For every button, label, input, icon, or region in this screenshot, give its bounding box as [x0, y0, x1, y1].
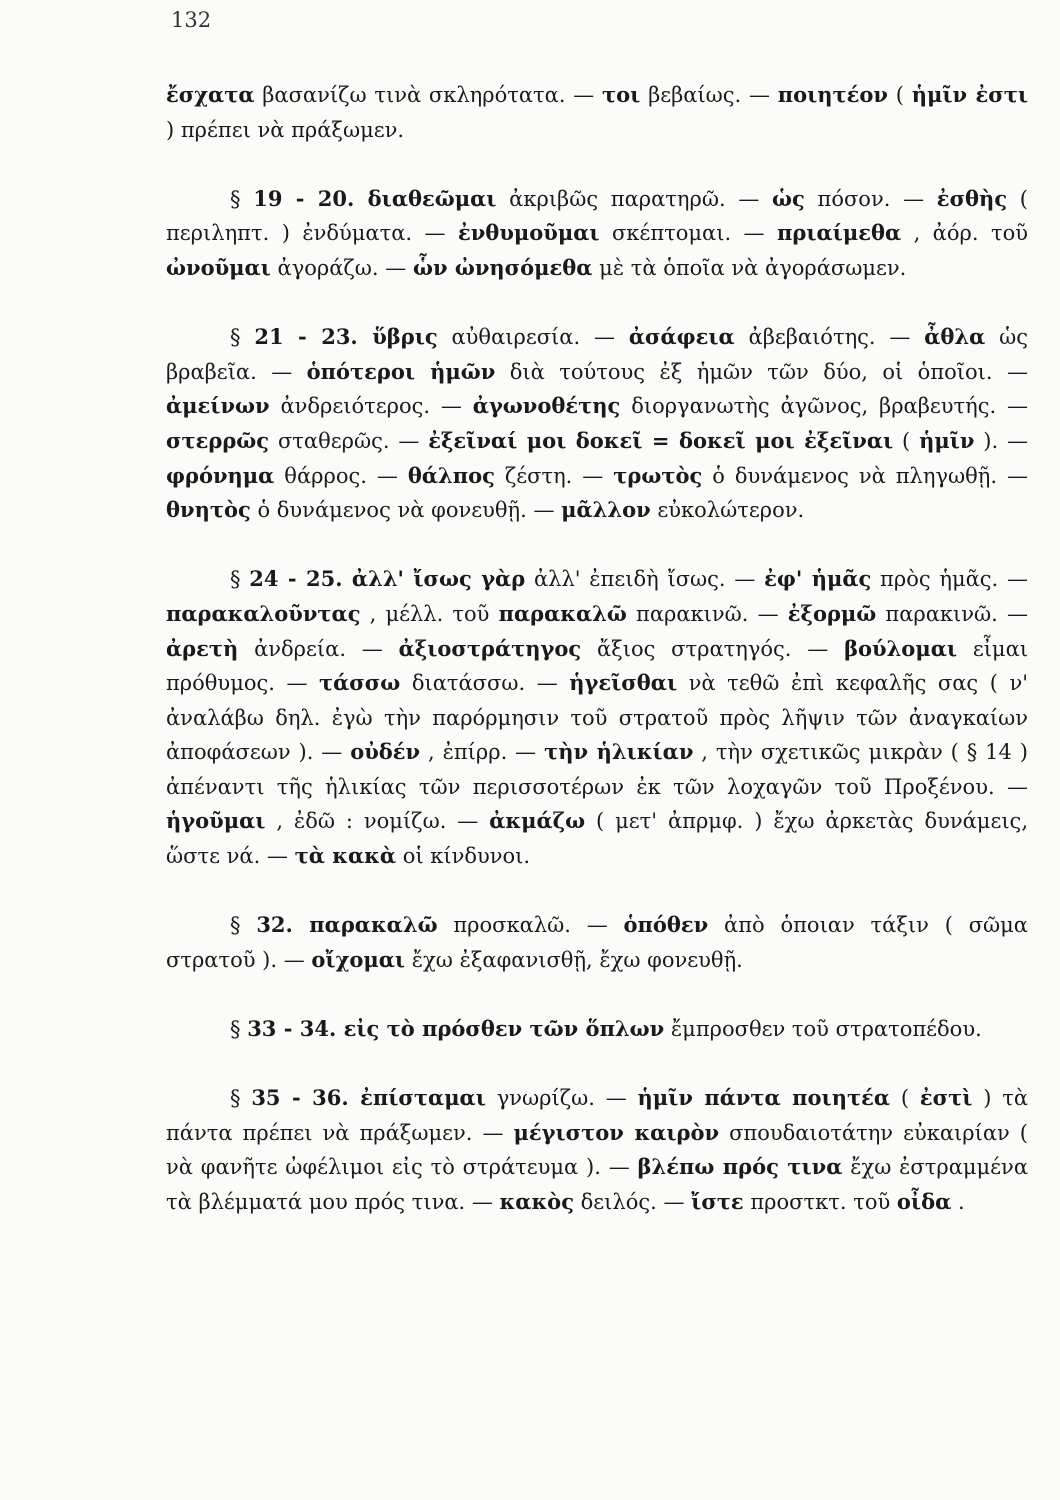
glossary-text [166, 78, 1028, 1254]
headword: ἀρετὴ [166, 635, 239, 661]
definition-text: ἔχω ἐστραμμένα τὰ βλέμματά μου πρός τινα. — [166, 1155, 1029, 1214]
headword: ἡγεῖσθαι [569, 670, 678, 696]
definition-text: ) πρέπει νὰ πράξωμεν. [166, 117, 405, 142]
definition-text: , ἀόρ. τοῦ [901, 221, 1028, 246]
headword: οἶδα [896, 1189, 952, 1214]
headword: ἐφ' ἡμᾶς [764, 566, 872, 592]
definition-text: μὲ τὰ ὁποῖα νὰ ἀγοράσωμεν. [592, 255, 907, 280]
definition-text: ὁ δυνάμενος νὰ φονευθῇ. — [250, 498, 562, 523]
headword: ἐνθυμοῦμαι [457, 220, 600, 246]
glossary-paragraph [166, 1081, 1028, 1219]
definition-text: ὁ δυνάμενος νὰ πληγωθῇ. — [702, 463, 1028, 488]
definition-text: θάρρος. — [274, 463, 408, 488]
definition-text: πρὸς ἡμᾶς. — [871, 567, 1028, 592]
definition-text: ἀνδρειότερος. — [269, 394, 473, 419]
definition-text: ( μετ' ἀπρμφ. ) ἔχω ἀρκετὰς δυνάμεις, ὥστε νά. — [166, 809, 1028, 869]
headword: 35 - 36. ἐπίσταμαι [251, 1085, 486, 1111]
definition-text: ἄξιος στρατηγός. — [581, 636, 845, 661]
headword: ἡμῖν ἐστι [911, 82, 1028, 107]
headword: ἡγοῦμαι [166, 808, 266, 834]
definition-text: § [230, 1086, 252, 1111]
definition-text: § [230, 325, 255, 350]
definition-text: ἀκριβῶς παρατηρῶ. — [496, 186, 773, 211]
definition-text: . [951, 1190, 965, 1214]
headword: ἀκμάζω [489, 808, 586, 834]
headword: ἀμείνων [166, 393, 270, 419]
glossary-paragraph [166, 908, 1028, 977]
definition-text: ( [888, 83, 912, 107]
headword: τρωτὸς [613, 462, 703, 488]
headword: ἀγωνοθέτης [472, 393, 621, 419]
headword: ἆθλα [924, 324, 986, 350]
headword: φρόνημα [166, 462, 275, 488]
headword: ὧν ὠνησόμεθα [412, 254, 593, 280]
headword: 21 - 23. ὕβρις [254, 324, 438, 350]
headword: οἴχομαι [311, 946, 406, 972]
definition-text: § [230, 567, 250, 592]
definition-text: σπουδαιοτάτην εὐκαιρίαν ( νὰ φανῆτε ὠφέλιμοι εἰς τὸ στράτευμα ). — [166, 1120, 1028, 1180]
glossary-paragraph [166, 78, 1028, 147]
definition-text: ( [890, 1086, 920, 1111]
headword: θνητὸς [166, 497, 251, 523]
headword: 24 - 25. ἀλλ' ἴσως γὰρ [249, 566, 526, 592]
headword: 19 - 20. διαθεῶμαι [253, 185, 497, 211]
definition-text: § [230, 1017, 248, 1042]
definition-text: § [230, 913, 257, 938]
definition-text: παρακινῶ. — [876, 601, 1028, 626]
headword: ἐξορμῶ [787, 600, 877, 626]
headword: τοι [602, 82, 641, 107]
definition-text: σκέπτομαι. — [599, 221, 777, 246]
definition-text: ἔμπροσθεν τοῦ στρατοπέδου. [664, 1017, 982, 1042]
definition-text: , ἐπίρρ. — [420, 740, 545, 765]
definition-text: διατάσσω. — [400, 671, 570, 696]
headword: ἀσάφεια [628, 324, 735, 350]
headword: βλέπω πρός τινα [637, 1154, 843, 1180]
page-number: 132 [171, 8, 212, 32]
headword: θάλπος [407, 462, 495, 488]
definition-text: ἔχω ἐξαφανισθῇ, ἔχω φονευθῇ. [405, 947, 743, 972]
glossary-paragraph [166, 1012, 1028, 1047]
headword: τὴν ἡλικίαν [544, 739, 694, 765]
headword: ἐστὶ [919, 1085, 973, 1111]
headword: παρακαλῶ [498, 600, 627, 626]
headword: ὁπόθεν [623, 912, 709, 938]
definition-text: γνωρίζω. — [485, 1086, 638, 1111]
definition-text: ) τὰ πάντα πρέπει νὰ πράξωμεν. — [166, 1086, 1028, 1145]
headword: τάσσω [319, 670, 401, 696]
headword: μέγιστον καιρὸν [513, 1119, 720, 1145]
definition-text: , τὴν σχετικῶς μικρὰν ( § 14 ) ἀπέναντι τῆς ἡλικίας τῶν περισσοτέρων ἐκ τῶν λοχαγῶν τοῦ Προξένου. — [166, 740, 1028, 799]
headword: ἀξιοστράτηγος [398, 635, 582, 661]
headword: μᾶλλον [561, 497, 651, 523]
headword: ἔσχατα [166, 82, 255, 107]
definition-text: ἀπὸ ὁποιαν τάξιν ( σῶμα στρατοῦ ). — [166, 913, 1028, 972]
definition-text: παρακινῶ. — [626, 601, 788, 626]
headword: πριαίμεθα [777, 220, 902, 246]
definition-text: διὰ τούτους ἐξ ἡμῶν τῶν δύο, οἱ ὁποῖοι. — [495, 359, 1028, 384]
definition-text: § [230, 186, 254, 211]
definition-text: ). — [974, 428, 1029, 453]
definition-text: νὰ τεθῶ ἐπὶ κεφαλῆς σας ( ν' ἀναλάβω δηλ. ἐγὼ τὴν παρόρμησιν τοῦ στρατοῦ πρὸς λῆψιν τῶν ἀναγκαίων ἀποφάσεων ). — [166, 671, 1028, 765]
headword: ποιητέον [777, 82, 888, 107]
headword: ὠνοῦμαι [166, 254, 271, 280]
glossary-paragraph [166, 320, 1028, 528]
headword: ἐξεῖναί μοι δοκεῖ = δοκεῖ μοι ἐξεῖναι [428, 427, 894, 453]
glossary-paragraph [166, 182, 1028, 286]
definition-text: ἀβεβαιότης. — [734, 325, 925, 350]
definition-text: ὡς βραβεῖα. — [166, 325, 1029, 384]
definition-text: , μέλλ. τοῦ [360, 601, 499, 626]
definition-text: πόσον. — [804, 186, 937, 211]
definition-text: ἀλλ' ἐπειδὴ ἴσως. — [525, 567, 765, 592]
headword: ἐσθὴς [936, 185, 1008, 211]
headword: στερρῶς [166, 427, 270, 453]
definition-text: , ἐδῶ : νομίζω. — [265, 809, 490, 834]
headword: κακὸς [499, 1189, 574, 1214]
definition-text: ἀγοράζω. — [270, 255, 413, 280]
glossary-paragraph [166, 562, 1028, 873]
definition-text: ἀνδρεία. — [238, 636, 399, 661]
definition-text: σταθερῶς. — [269, 428, 429, 453]
definition-text: οἱ κίνδυνοι. [396, 844, 531, 869]
definition-text: εὐκολώτερον. [650, 498, 805, 523]
headword: ἴστε [691, 1189, 744, 1214]
definition-text: αὐθαιρεσία. — [437, 325, 629, 350]
headword: παρακαλοῦντας [166, 600, 361, 626]
headword: οὐδέν [350, 739, 421, 765]
headword: ἡμῖν πάντα ποιητέα [637, 1085, 891, 1111]
definition-text: ζέστη. — [494, 463, 614, 488]
definition-text: προστκτ. τοῦ [743, 1190, 897, 1214]
headword: ὡς [772, 185, 805, 211]
headword: 33 - 34. εἰς τὸ πρόσθεν τῶν ὅπλων [247, 1016, 665, 1042]
definition-text: ( [893, 428, 920, 453]
definition-text: διοργανωτὴς ἀγῶνος, βραβευτής. — [620, 394, 1028, 419]
definition-text: βασανίζω τινὰ σκληρότατα. — [254, 83, 603, 107]
headword: βούλομαι [844, 635, 958, 661]
definition-text: εἶμαι πρόθυμος. — [166, 636, 1028, 696]
headword: ὁπότεροι ἡμῶν [306, 358, 496, 384]
definition-text: ( περιληπτ. ) ἐνδύματα. — [166, 186, 1028, 246]
headword: 32. παρακαλῶ [256, 912, 438, 938]
headword: τὰ κακὰ [294, 843, 397, 869]
definition-text: προσκαλῶ. — [437, 913, 624, 938]
definition-text: δειλός. — [573, 1190, 692, 1214]
headword: ἡμῖν [919, 427, 975, 453]
definition-text: βεβαίως. — [640, 83, 778, 107]
